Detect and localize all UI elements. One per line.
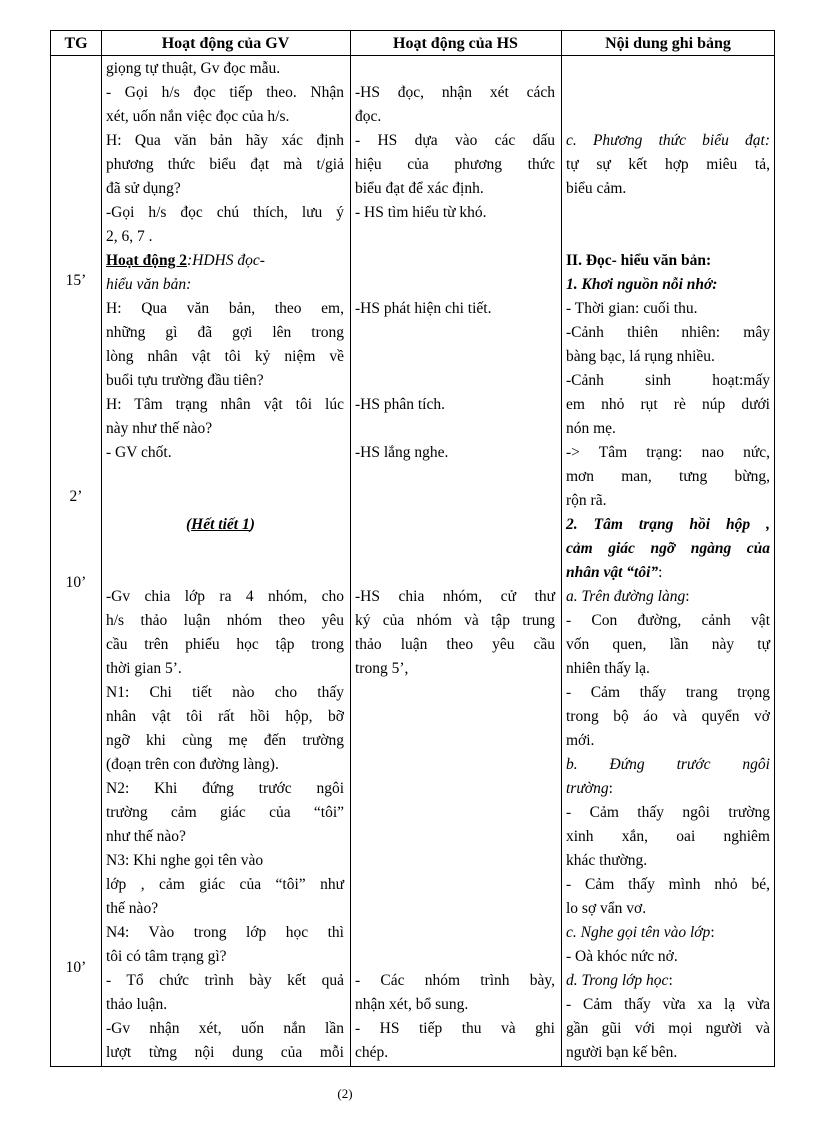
nd-line: - Cảm thấy ngôi trường bbox=[566, 804, 770, 821]
nd-line: em nhỏ rụt rè núp dưới bbox=[566, 396, 770, 413]
header-gv: Hoạt động của GV bbox=[161, 35, 290, 52]
gv-line: lớp , cảm giác của “tôi” như bbox=[106, 876, 344, 893]
gv-line: (đoạn trên con đường làng). bbox=[106, 756, 279, 773]
hs-line: hiệu của phương thức bbox=[355, 156, 555, 173]
gv-line: thảo luận. bbox=[106, 996, 168, 1013]
nd-line: -Cảnh thiên nhiên: mây bbox=[566, 324, 770, 341]
gv-line: như thế nào? bbox=[106, 828, 186, 845]
gv-line: phương thức biểu đạt mà t/giả bbox=[106, 156, 344, 173]
nd-line: mơn man, tưng bừng, bbox=[566, 468, 770, 485]
nd-line: vốn quen, lần này tự bbox=[566, 636, 770, 653]
gv-line: giọng tự thuật, Gv đọc mẫu. bbox=[106, 60, 281, 77]
time-mark: 15’ bbox=[65, 272, 87, 289]
hs-line: -HS đọc, nhận xét cách bbox=[355, 84, 555, 101]
nd-line: c. Phương thức biểu đạt: bbox=[566, 132, 770, 149]
hs-line: chép. bbox=[355, 1044, 389, 1061]
nd-line: biểu cảm. bbox=[566, 180, 627, 197]
gv-line: cầu trên phiếu học tập trong bbox=[106, 636, 344, 653]
gv-line: - Gọi h/s đọc tiếp theo. Nhận bbox=[106, 84, 344, 101]
subsection-heading bbox=[566, 563, 662, 583]
page-number: (2) bbox=[337, 1086, 353, 1101]
hs-line: - HS tìm hiểu từ khó. bbox=[355, 204, 487, 221]
gv-line: H: Tâm trạng nhân vật tôi lúc bbox=[106, 396, 344, 413]
gv-line: nhân vật tôi rất hồi hộp, bỡ bbox=[106, 708, 344, 725]
subsection-heading: cảm giác ngỡ ngàng của bbox=[566, 540, 770, 557]
gv-line: 2, 6, 7 . bbox=[106, 228, 153, 245]
gv-line: đã sử dụng? bbox=[106, 180, 181, 197]
gv-line: N1: Chi tiết nào cho thấy bbox=[106, 684, 344, 701]
heading-text: nhân vật “tôi” bbox=[566, 564, 659, 581]
header-tg: TG bbox=[64, 35, 88, 52]
item-heading bbox=[566, 923, 715, 943]
nd-line: khác thường. bbox=[566, 852, 648, 869]
hs-line: -HS phát hiện chi tiết. bbox=[355, 300, 492, 317]
nd-line: nhiên thấy lạ. bbox=[566, 660, 650, 677]
gv-line: tôi có tâm trạng gì? bbox=[106, 948, 227, 965]
gv-line: xét, uốn nắn việc đọc của h/s. bbox=[106, 108, 290, 125]
end-of-period-1 bbox=[186, 515, 255, 535]
hs-line: - HS dựa vào các dấu bbox=[355, 132, 555, 149]
gv-line: thời gian 5’. bbox=[106, 660, 182, 677]
nd-line: - Oà khóc nức nở. bbox=[566, 948, 678, 965]
nd-line: - Cảm thấy vừa xa lạ vừa bbox=[566, 996, 770, 1013]
nd-line: - Cảm thấy trang trọng bbox=[566, 684, 770, 701]
hs-line: -HS phân tích. bbox=[355, 396, 445, 413]
gv-line: -Gọi h/s đọc chú thích, lưu ý bbox=[106, 204, 344, 221]
hs-line: nhận xét, bổ sung. bbox=[355, 996, 469, 1013]
item-label: trường bbox=[566, 780, 609, 797]
gv-line: - Tổ chức trình bày kết quả bbox=[106, 972, 344, 989]
paren-close: ) bbox=[249, 516, 255, 533]
activity-2-title: :HDHS đọc- bbox=[186, 252, 265, 269]
gv-line: lượt từng nội dung của mỗi bbox=[106, 1044, 344, 1061]
gv-line: trường cảm giác của “tôi” bbox=[106, 804, 344, 821]
activity-2-label: Hoạt động 2 bbox=[106, 252, 187, 269]
gv-line: thế nào? bbox=[106, 900, 159, 917]
header-divider bbox=[51, 55, 774, 56]
time-mark: 10’ bbox=[65, 574, 87, 591]
gv-line: ngỡ khi cùng mẹ đến trường bbox=[106, 732, 344, 749]
gv-line: - GV chốt. bbox=[106, 444, 172, 461]
gv-line: h/s thảo luận nhóm theo yêu bbox=[106, 612, 344, 629]
nd-line: người bạn kế bên. bbox=[566, 1044, 678, 1061]
colon: : bbox=[608, 780, 613, 797]
gv-line: những gì đã gợi lên trong bbox=[106, 324, 344, 341]
hs-line: đọc. bbox=[355, 108, 382, 125]
nd-line: trong bộ áo và quyển vở bbox=[566, 708, 770, 725]
gv-line: H: Qua văn bản, theo em, bbox=[106, 300, 344, 317]
subsection-heading: 1. Khơi nguồn nỗi nhớ: bbox=[566, 276, 718, 293]
column-divider bbox=[101, 31, 102, 1066]
item-label: b. Đứng trước ngôi bbox=[566, 756, 770, 773]
hs-line: trong 5’, bbox=[355, 660, 409, 677]
hs-line: -HS chia nhóm, cử thư bbox=[355, 588, 555, 605]
time-mark: 10’ bbox=[65, 959, 87, 976]
section-heading: II. Đọc- hiểu văn bản: bbox=[566, 252, 712, 269]
nd-line: mới. bbox=[566, 732, 595, 749]
header-hs: Hoạt động của HS bbox=[393, 35, 518, 52]
activity-2-heading bbox=[106, 251, 265, 271]
hs-line: - HS tiếp thu và ghi bbox=[355, 1020, 555, 1037]
item-heading bbox=[566, 779, 613, 799]
subsection-heading: 2. Tâm trạng hồi hộp , bbox=[566, 516, 770, 533]
header-nd: Nội dung ghi bảng bbox=[605, 35, 731, 52]
gv-line: N2: Khi đứng trước ngôi bbox=[106, 780, 344, 797]
item-heading bbox=[566, 587, 690, 607]
hs-line: - Các nhóm trình bày, bbox=[355, 972, 555, 989]
nd-line: gần gũi với mọi người và bbox=[566, 1020, 770, 1037]
gv-line: buổi tựu trường đầu tiên? bbox=[106, 372, 264, 389]
paren-open: ( bbox=[186, 516, 192, 533]
nd-line: - Cảm thấy mình nhỏ bé, bbox=[566, 876, 770, 893]
nd-line: nón mẹ. bbox=[566, 420, 616, 437]
colon: : bbox=[685, 588, 690, 605]
hs-line: ký của nhóm và tập trung bbox=[355, 612, 555, 629]
item-label: c. Nghe gọi tên vào lớp bbox=[566, 924, 711, 941]
nd-line: -Cảnh sinh hoạt:mấy bbox=[566, 372, 770, 389]
column-divider bbox=[561, 31, 562, 1066]
nd-line: lo sợ vẩn vơ. bbox=[566, 900, 647, 917]
gv-line: -Gv chia lớp ra 4 nhóm, cho bbox=[106, 588, 344, 605]
item-heading bbox=[566, 971, 673, 991]
item-label: a. Trên đường làng bbox=[566, 588, 686, 605]
gv-line: hiểu văn bản: bbox=[106, 276, 192, 293]
colon: : bbox=[710, 924, 715, 941]
nd-line: bàng bạc, lá rụng nhiều. bbox=[566, 348, 715, 365]
gv-line: H: Qua văn bản hãy xác định bbox=[106, 132, 344, 149]
gv-line: -Gv nhận xét, uốn nắn lần bbox=[106, 1020, 344, 1037]
gv-line: N4: Vào trong lớp học thì bbox=[106, 924, 344, 941]
column-divider bbox=[350, 31, 351, 1066]
nd-line: tự sự kết hợp miêu tả, bbox=[566, 156, 770, 173]
nd-line: xinh xắn, oai nghiêm bbox=[566, 828, 770, 845]
colon: : bbox=[658, 564, 663, 581]
hs-line: -HS lắng nghe. bbox=[355, 444, 449, 461]
gv-line: này như thế nào? bbox=[106, 420, 213, 437]
hs-line: biểu đạt để xác định. bbox=[355, 180, 484, 197]
gv-line: N3: Khi nghe gọi tên vào bbox=[106, 852, 264, 869]
nd-line: - Thời gian: cuối thu. bbox=[566, 300, 698, 317]
lesson-table bbox=[50, 30, 775, 1067]
hs-line: thảo luận theo yêu cầu bbox=[355, 636, 555, 653]
nd-line: rộn rã. bbox=[566, 492, 607, 509]
nd-line: - Con đường, cảnh vật bbox=[566, 612, 770, 629]
gv-line: lòng nhân vật tôi kỷ niệm về bbox=[106, 348, 344, 365]
item-label: d. Trong lớp học bbox=[566, 972, 669, 989]
colon: : bbox=[668, 972, 673, 989]
end-of-period-label: Hết tiết 1 bbox=[191, 516, 250, 533]
time-mark: 2’ bbox=[69, 488, 83, 505]
nd-line: -> Tâm trạng: nao nức, bbox=[566, 444, 770, 461]
